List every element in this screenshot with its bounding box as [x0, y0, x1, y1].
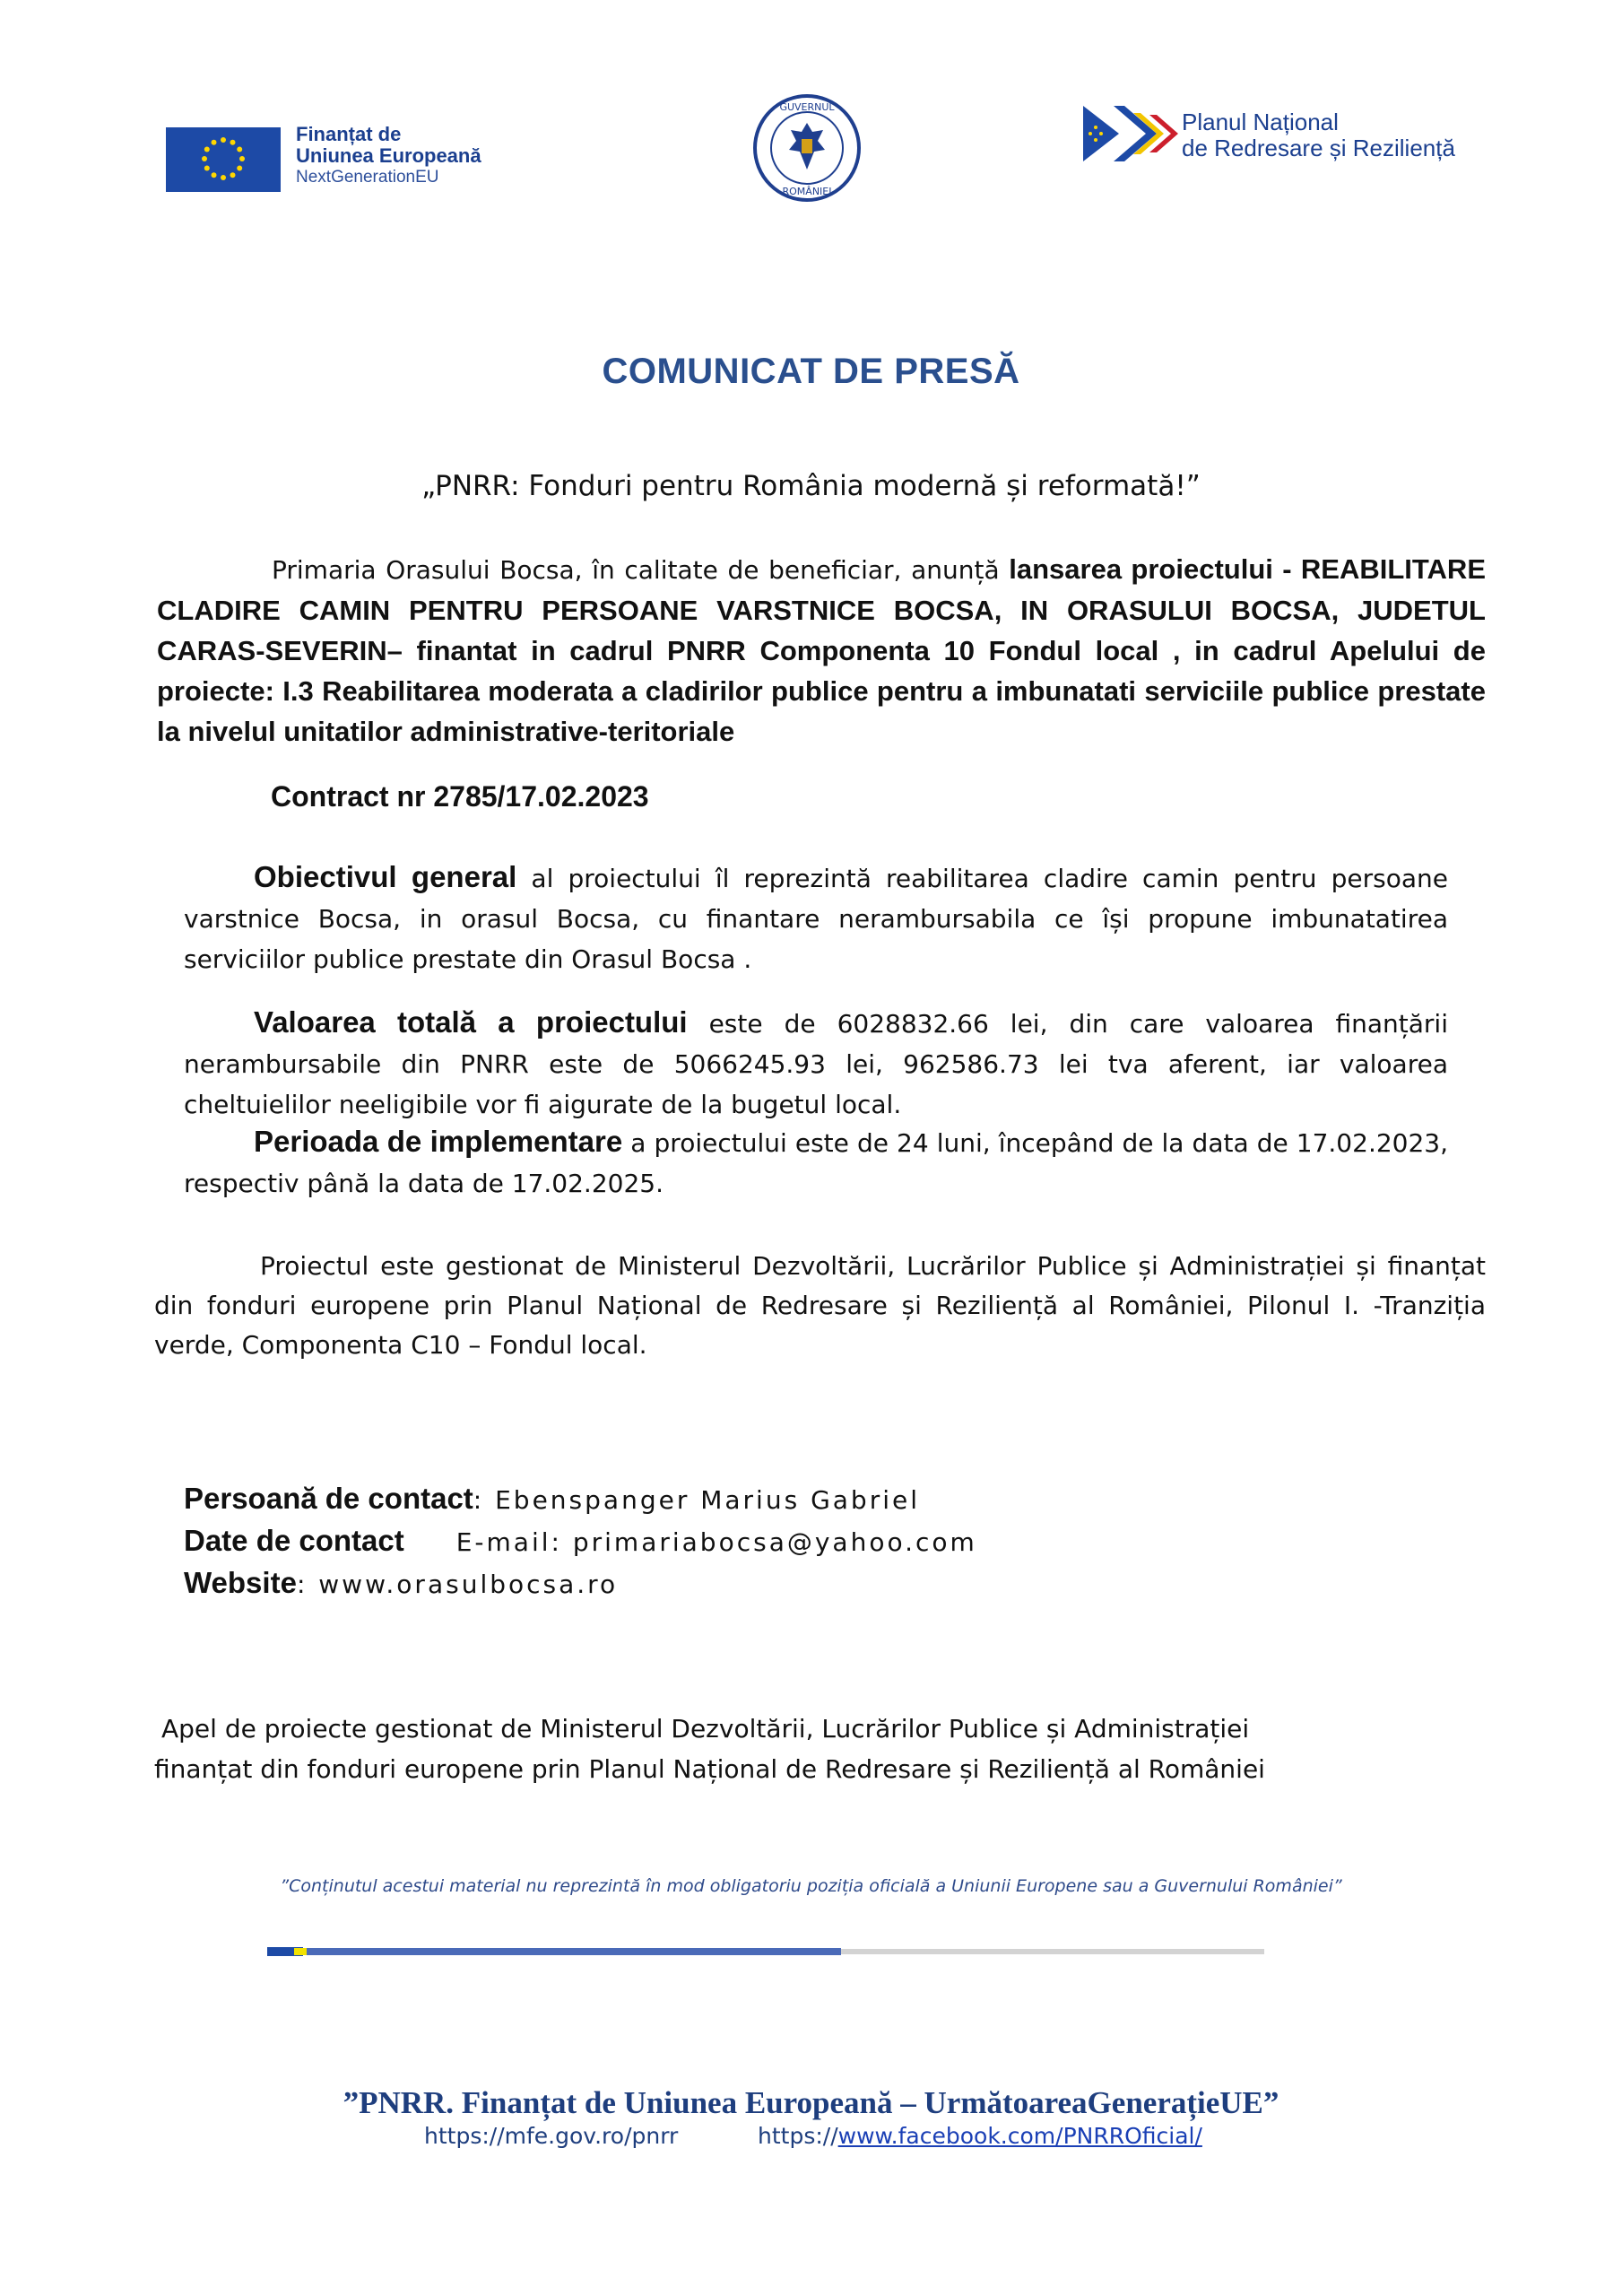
pnrr-logo-text	[1182, 109, 1487, 161]
contact-person-row	[184, 1478, 977, 1520]
eu-flag-icon	[166, 127, 281, 192]
contact-date-label: Date de contact	[184, 1524, 404, 1557]
color-bar-divider	[267, 1944, 1264, 1959]
value-label: Valoarea totală a proiectului	[254, 1005, 688, 1039]
pnrr-logo-line2: de Redresare și Reziliență	[1182, 135, 1455, 161]
link-facebook[interactable]	[758, 2123, 1202, 2149]
apel-line2: finanțat din fonduri europene prin Planul Național de Redresare și Reziliență al României	[154, 1754, 1265, 1784]
management-text: Proiectul este gestionat de Ministerul Dezvoltării, Lucrărilor Publice și Administrației și finanțat din fonduri europene prin Planul Național de Redresare și Reziliență al României, Pilonul I. -Tranziția verde, Componenta C10 – Fondul local.	[154, 1251, 1486, 1360]
objective-paragraph	[184, 857, 1448, 979]
contact-email-value[interactable]: E-mail: primariabocsa@yahoo.com	[455, 1527, 977, 1557]
management-paragraph	[154, 1247, 1486, 1365]
period-label: Perioada de implementare	[254, 1125, 623, 1158]
contact-person-label: Persoană de contact	[184, 1482, 473, 1515]
value-text: este de 6028832.66 lei, din care valoarea finanțării nerambursabile din PNRR este de 5066245.93 lei, 962586.73 lei tva aferent, iar valoarea cheltuielilor neeligibile vor fi aigurate de la bugetul local.	[184, 1009, 1448, 1119]
intro-project-title: lansarea proiectului - REABILITARE CLADIRE CAMIN PENTRU PERSOANE VARSTNICE BOCSA, IN ORASULUI BOCSA, JUDETUL CARAS-SEVERIN– finantat in cadrul PNRR Componenta 10 Fondul local , in cadrul Apelului de proiecte: I.3 Reabilitarea moderata a cladirilor publice pentru a imbunatati serviciile publice prestate la nivelul unitatilor administrative-teritoriale	[157, 553, 1486, 747]
footer-title: ”PNRR. Finanțat de Uniunea Europeană – UrmătoareaGenerațieUE”	[343, 2085, 1279, 2120]
eu-logo-line3: NextGenerationEU	[296, 168, 439, 187]
guvernul-romaniei-seal-icon	[751, 92, 863, 204]
eu-logo-line1: Finanțat de	[296, 123, 402, 145]
contact-website-row	[184, 1562, 977, 1605]
period-paragraph	[184, 1121, 1448, 1204]
contact-person-value: : Ebenspanger Marius Gabriel	[473, 1485, 920, 1515]
website-label: Website	[184, 1566, 297, 1599]
eu-logo-line2: Uniunea Europeană	[296, 144, 481, 167]
link-facebook-url[interactable]: www.facebook.com/PNRROficial/	[837, 2123, 1202, 2149]
apel-paragraph	[154, 1709, 1409, 1789]
pnrr-arrows-icon	[1083, 106, 1182, 161]
website-value[interactable]: : www.orasulbocsa.ro	[296, 1570, 619, 1599]
period-text: a proiectului este de 24 luni, începând de la data de 17.02.2023, respectiv până la data de 17.02.2025.	[184, 1128, 1448, 1198]
apel-line1: Apel de proiecte gestionat de Ministerul Dezvoltării, Lucrărilor Publice și Administrației	[161, 1714, 1250, 1744]
intro-paragraph	[157, 549, 1486, 752]
link-facebook-prefix: https://	[758, 2123, 838, 2149]
slogan: „PNRR: Fonduri pentru România modernă și reformată!”	[421, 470, 1201, 502]
objective-text: al proiectului îl reprezintă reabilitarea cladire camin pentru persoane varstnice Bocsa, in orasul Bocsa, cu finantare nerambursabila ce își propune imbunatatirea serviciilor publice prestate din Orasul Bocsa .	[184, 864, 1448, 974]
disclaimer: ”Conținutul acestui material nu reprezintă în mod obligatoriu poziția oficială a Uniunii Europene sau a Guvernului României”	[280, 1876, 1342, 1896]
contract-number: Contract nr 2785/17.02.2023	[271, 780, 649, 813]
intro-text: Primaria Orasului Bocsa, în calitate de beneficiar, anunță	[272, 555, 1010, 585]
svg-text:GUVERNUL: GUVERNUL	[779, 101, 835, 113]
link-mfe[interactable]: https://mfe.gov.ro/pnrr	[424, 2123, 679, 2149]
svg-text:ROMÂNIEI: ROMÂNIEI	[782, 186, 832, 197]
contact-block	[184, 1478, 977, 1605]
pnrr-logo-line1: Planul Național	[1182, 109, 1339, 135]
value-paragraph	[184, 1002, 1448, 1125]
contact-email-row	[184, 1520, 977, 1562]
page-title: COMUNICAT DE PRESĂ	[602, 352, 1020, 391]
objective-label: Obiectivul general	[254, 860, 517, 893]
eu-funding-label	[296, 124, 538, 188]
